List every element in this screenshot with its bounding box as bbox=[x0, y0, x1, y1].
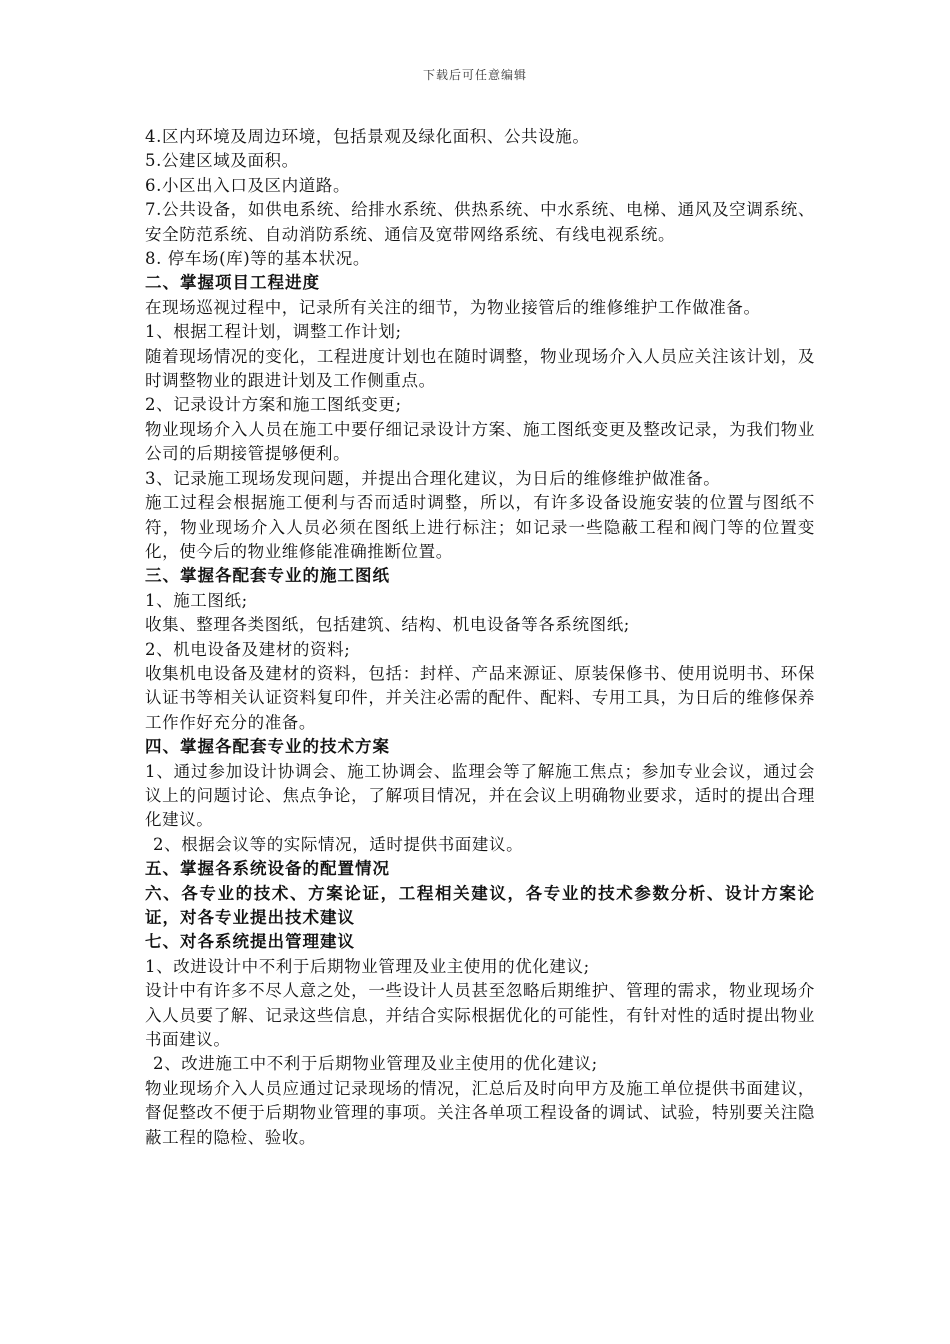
paragraph: 施工过程会根据施工便利与否而适时调整，所以，有许多设备设施安装的位置与图纸不符，物业现场介入人员必须在图纸上进行标注；如记录一些隐蔽工程和阀门等的位置变化，使今后的物业维修能准确推断位置。 bbox=[145, 493, 815, 561]
paragraph: 收集、整理各类图纸，包括建筑、结构、机电设备等各系统图纸; bbox=[145, 615, 630, 635]
paragraph: 1、根据工程计划，调整工作计划; bbox=[145, 322, 402, 342]
paragraph: 设计中有许多不尽人意之处，一些设计人员甚至忽略后期维护、管理的需求，物业现场介入人员要了解、记录这些信息，并结合实际根据优化的可能性，有针对性的适时提出物业书面建议。 bbox=[145, 981, 815, 1050]
paragraph: 1、通过参加设计协调会、施工协调会、监理会等了解施工焦点；参加专业会议，通过会议上的问题讨论、焦点争论，了解项目情况，并在会议上明确物业要求，适时的提出合理化建议。 bbox=[145, 761, 815, 830]
paragraph: 1、改进设计中不利于后期物业管理及业主使用的优化建议; bbox=[145, 956, 590, 976]
paragraph: 4.区内环境及周边环境，包括景观及绿化面积、公共设施。 bbox=[145, 127, 590, 146]
paragraph: 2、记录设计方案和施工图纸变更; bbox=[145, 395, 402, 415]
paragraph: 2、根据会议等的实际情况，适时提供书面建议。 bbox=[153, 834, 524, 854]
paragraph: 2、机电设备及建材的资料; bbox=[145, 639, 351, 659]
page-header-note: 下载后可任意编辑 bbox=[422, 68, 527, 82]
paragraph: 6.小区出入口及区内道路。 bbox=[145, 175, 351, 195]
paragraph: 3、记录施工现场发现问题，并提出合理化建议，为日后的维修维护做准备。 bbox=[145, 468, 721, 488]
paragraph: 物业现场介入人员在施工中要仔细记录设计方案、施工图纸变更及整改记录，为我们物业公司的后期接管提够便利。 bbox=[145, 419, 815, 464]
section-heading: 六、各专业的技术、方案论证，工程相关建议，各专业的技术参数分析、设计方案论证，对各专业提出技术建议 bbox=[145, 883, 815, 927]
paragraph: 2、改进施工中不利于后期物业管理及业主使用的优化建议; bbox=[153, 1054, 598, 1074]
document-body bbox=[145, 125, 815, 1150]
paragraph: 8. 停车场(库)等的基本状况。 bbox=[145, 249, 370, 269]
paragraph: 随着现场情况的变化，工程进度计划也在随时调整，物业现场介入人员应关注该计划，及时调整物业的跟进计划及工作侧重点。 bbox=[145, 346, 815, 391]
section-heading: 七、对各系统提出管理建议 bbox=[145, 932, 355, 952]
section-heading: 四、掌握各配套专业的技术方案 bbox=[145, 737, 390, 757]
paragraph: 收集机电设备及建材的资料，包括：封样、产品来源证、原装保修书、使用说明书、环保认证书等相关认证资料复印件，并关注必需的配件、配料、专用工具，为日后的维修保养工作作好充分的准备。 bbox=[145, 663, 815, 732]
paragraph: 7.公共设备，如供电系统、给排水系统、供热系统、中水系统、电梯、通风及空调系统、安全防范系统、自动消防系统、通信及宽带网络系统、有线电视系统。 bbox=[145, 200, 815, 244]
paragraph: 在现场巡视过程中，记录所有关注的细节，为物业接管后的维修维护工作做准备。 bbox=[145, 297, 761, 317]
paragraph: 1、施工图纸; bbox=[145, 590, 248, 610]
paragraph: 物业现场介入人员应通过记录现场的情况，汇总后及时向甲方及施工单位提供书面建议，督促整改不便于后期物业管理的事项。关注各单项工程设备的调试、试验，特别要关注隐蔽工程的隐检、验收。 bbox=[145, 1078, 815, 1147]
section-heading: 三、掌握各配套专业的施工图纸 bbox=[145, 566, 390, 586]
paragraph: 5.公建区域及面积。 bbox=[145, 151, 299, 171]
section-heading: 五、掌握各系统设备的配置情况 bbox=[145, 859, 390, 879]
section-heading: 二、掌握项目工程进度 bbox=[145, 273, 320, 293]
